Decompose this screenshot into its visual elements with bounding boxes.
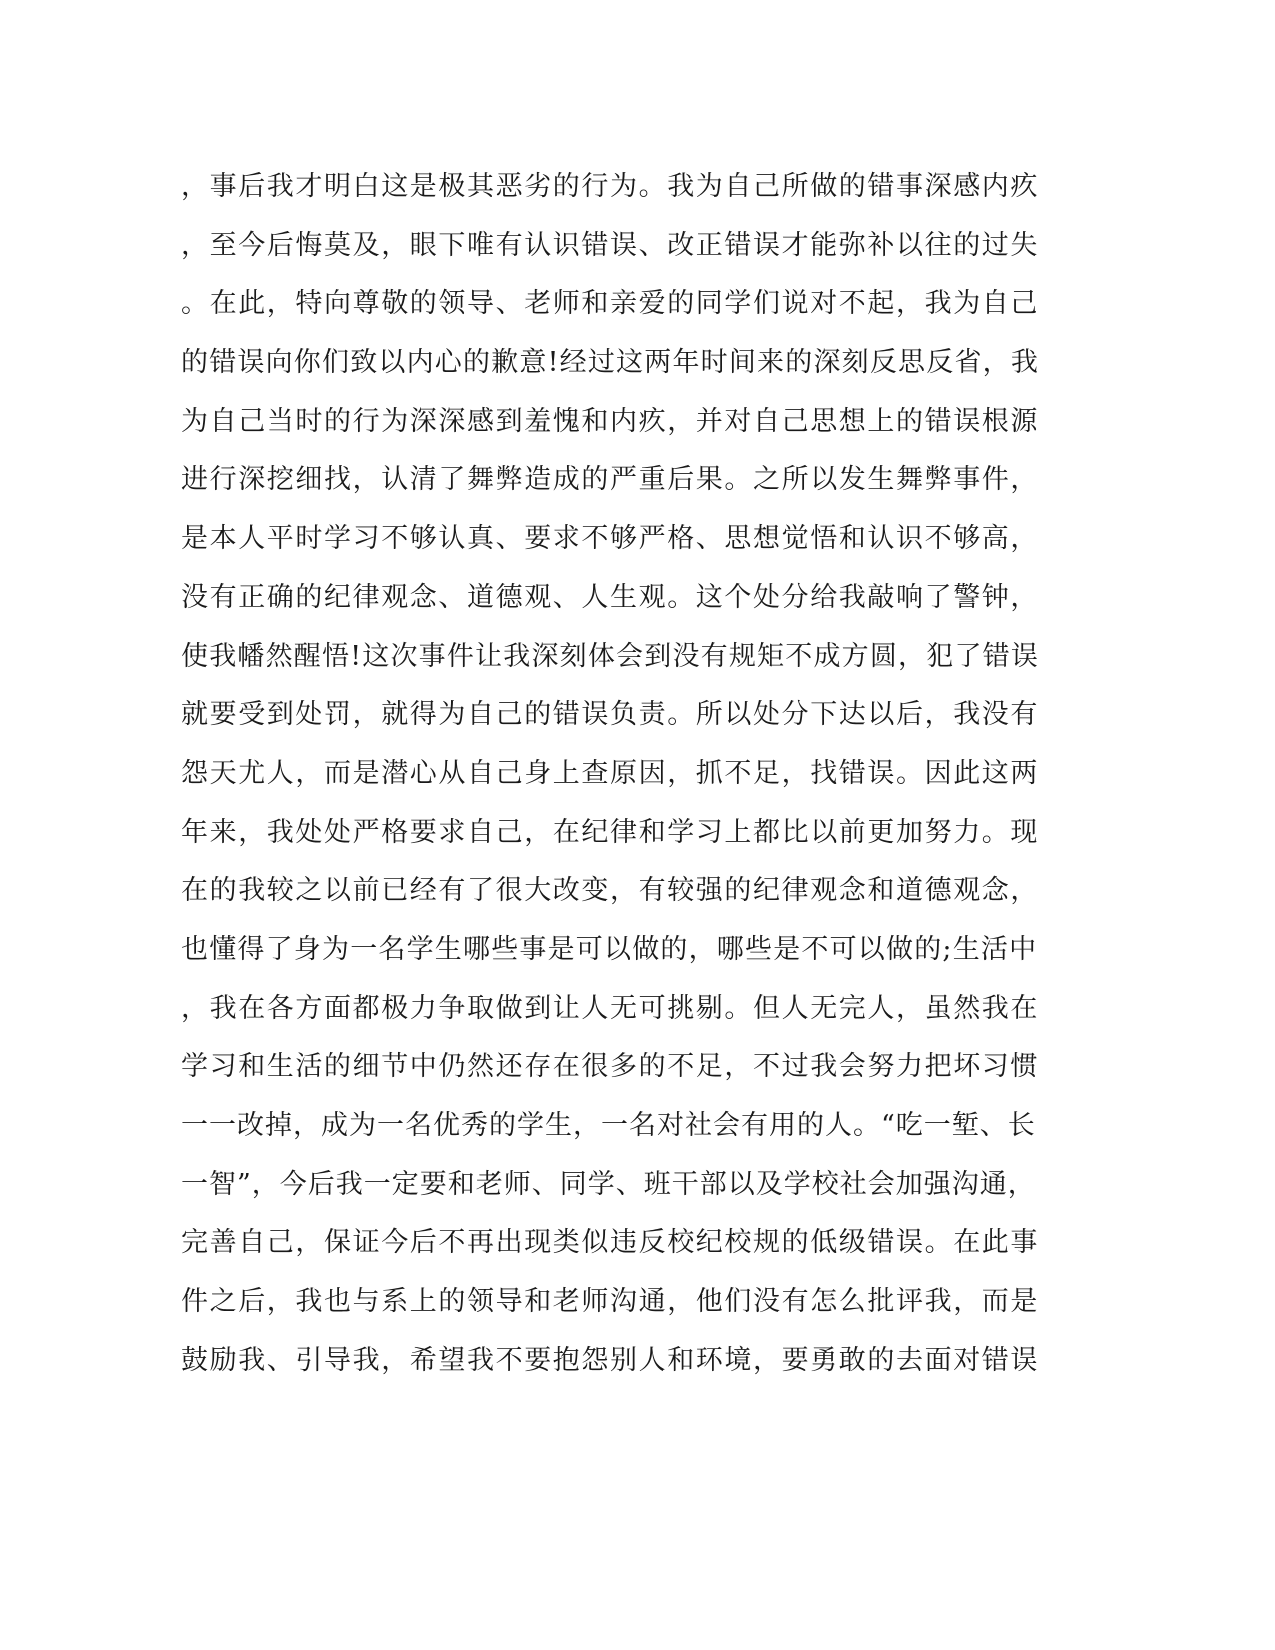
text-line-15: ，我在各方面都极力争取做到让人无可挑剔。但人无完人，虽然我在 <box>181 992 1039 1024</box>
text-line-8: 没有正确的纪律观念、道德观、人生观。这个处分给我敲响了警钟， <box>181 581 1039 613</box>
text-line-9: 使我幡然醒悟!这次事件让我深刻体会到没有规矩不成方圆，犯了错误 <box>181 640 1040 672</box>
text-line-4: 的错误向你们致以内心的歉意!经过这两年时间来的深刻反思反省，我 <box>181 347 1040 379</box>
text-line-7: 是本人平时学习不够认真、要求不够严格、思想觉悟和认识不够高， <box>181 523 1039 555</box>
text-line-13: 在的我较之以前已经有了很大改变，有较强的纪律观念和道德观念， <box>181 875 1039 907</box>
text-line-12: 年来，我处处严格要求自己，在纪律和学习上都比以前更加努力。现 <box>181 816 1039 848</box>
text-line-18: 一智”，今后我一定要和老师、同学、班干部以及学校社会加强沟通， <box>181 1168 1036 1200</box>
text-line-16: 学习和生活的细节中仍然还存在很多的不足，不过我会努力把坏习惯 <box>181 1051 1039 1083</box>
text-line-2: ，至今后悔莫及，眼下唯有认识错误、改正错误才能弥补以往的过失 <box>181 229 1039 261</box>
text-line-20: 件之后，我也与系上的领导和老师沟通，他们没有怎么批评我，而是 <box>181 1286 1039 1318</box>
text-line-1: ，事后我才明白这是极其恶劣的行为。我为自己所做的错事深感内疚 <box>181 171 1039 202</box>
text-line-17: 一一改掉，成为一名优秀的学生，一名对社会有用的人。“吃一堑、长 <box>181 1110 1036 1141</box>
text-line-5: 为自己当时的行为深深感到羞愧和内疚，并对自己思想上的错误根源 <box>181 405 1039 437</box>
text-line-14: 也懂得了身为一名学生哪些事是可以做的，哪些是不可以做的;生活中 <box>181 933 1038 965</box>
text-line-6: 进行深挖细找，认清了舞弊造成的严重后果。之所以发生舞弊事件， <box>181 464 1039 496</box>
text-line-10: 就要受到处罚，就得为自己的错误负责。所以处分下达以后，我没有 <box>181 699 1039 731</box>
text-line-21: 鼓励我、引导我，希望我不要抱怨别人和环境，要勇敢的去面对错误 <box>181 1344 1039 1376</box>
text-line-11: 怨天尤人，而是潜心从自己身上查原因，抓不足，找错误。因此这两 <box>181 757 1039 789</box>
text-line-19: 完善自己，保证今后不再出现类似违反校纪校规的低级错误。在此事 <box>181 1227 1039 1259</box>
body-text <box>181 158 1041 1390</box>
text-line-3: 。在此，特向尊敬的领导、老师和亲爱的同学们说对不起，我为自己 <box>181 288 1039 320</box>
